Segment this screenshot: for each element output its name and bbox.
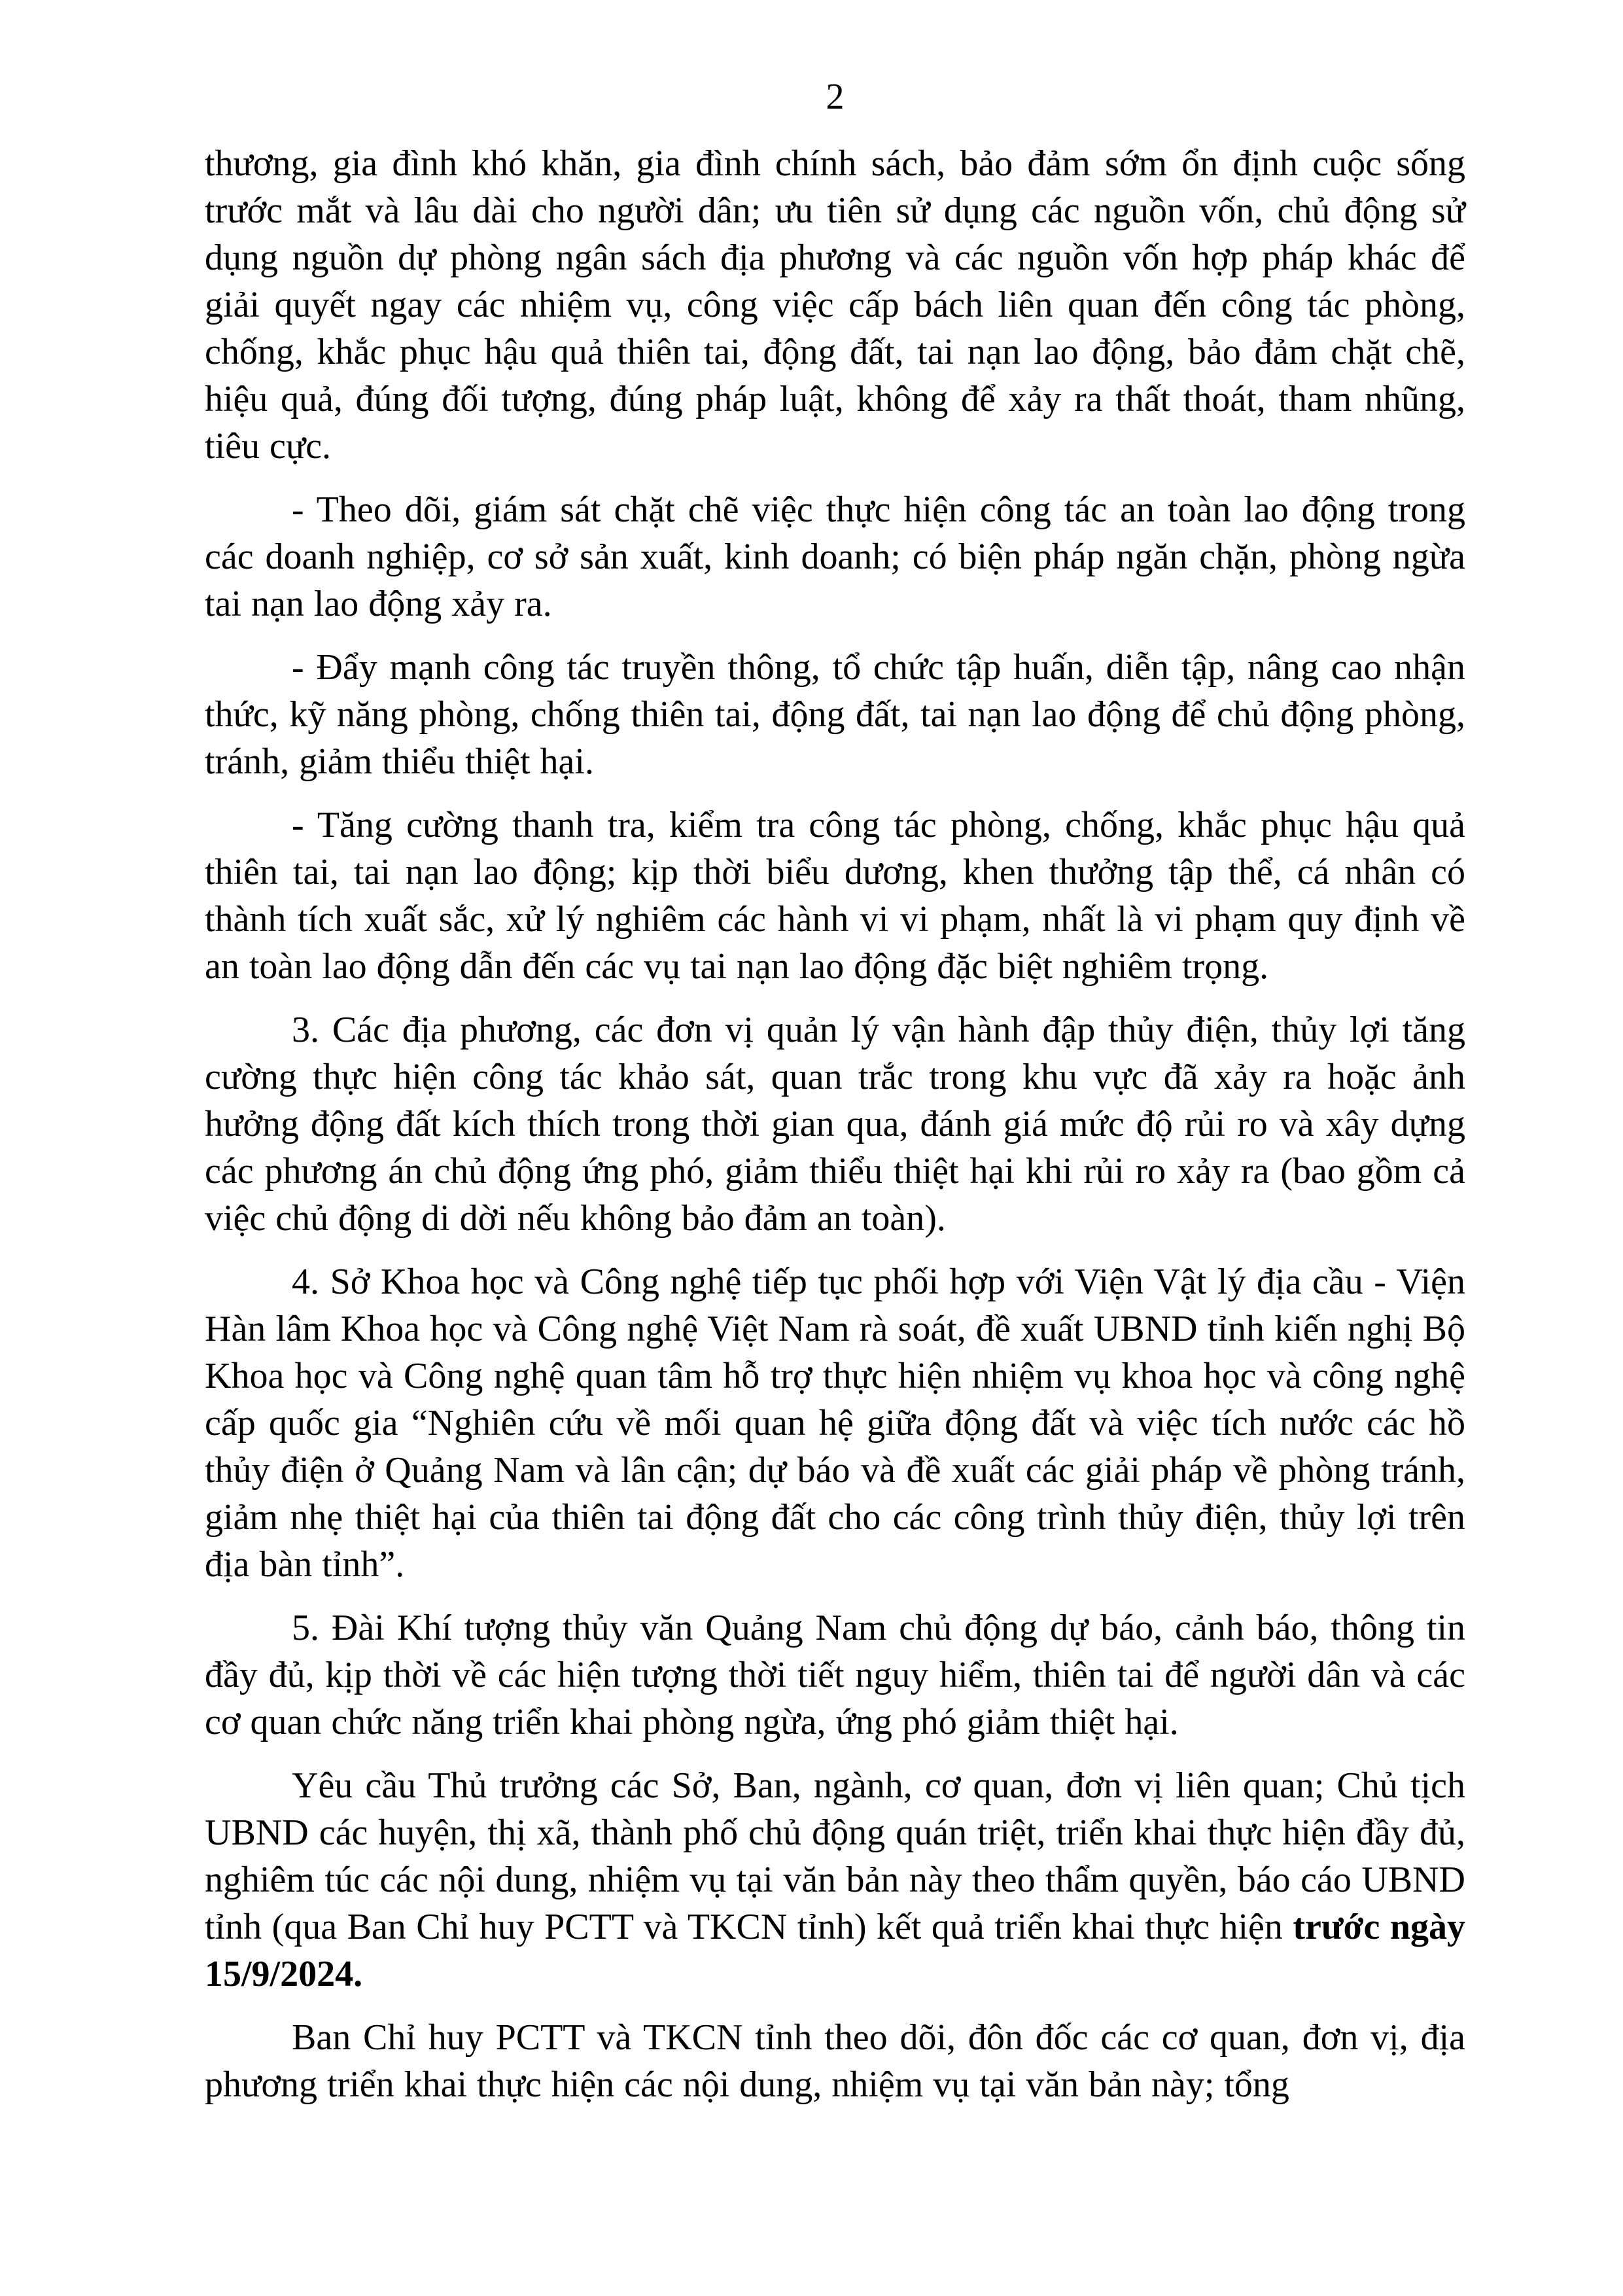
paragraph-closing-request: [205, 1762, 1465, 1998]
paragraph-section-3: 3. Các địa phương, các đơn vị quản lý vận hành đập thủy điện, thủy lợi tăng cường thực hiện công tác khảo sát, quan trắc trong khu vực đã xảy ra hoặc ảnh hưởng động đất kích thích trong thời gian qua, đánh giá mức độ rủi ro và xây dựng các phương án chủ động ứng phó, giảm thiểu thiệt hại khi rủi ro xảy ra (bao gồm cả việc chủ động di dời nếu không bảo đảm an toàn).: [205, 1010, 1465, 1239]
paragraph-section-5: 5. Đài Khí tượng thủy văn Quảng Nam chủ động dự báo, cảnh báo, thông tin đầy đủ, kịp thời về các hiện tượng thời tiết nguy hiểm, thiên tai để người dân và các cơ quan chức năng triển khai phòng ngừa, ứng phó giảm thiệt hại.: [205, 1608, 1465, 1742]
deadline-bold-text: trước ngày 15/9/2024.: [205, 1907, 1466, 1994]
paragraph-closing-monitor: Ban Chỉ huy PCTT và TKCN tỉnh theo dõi, đôn đốc các cơ quan, đơn vị, địa phương triển khai thực hiện các nội dung, nhiệm vụ tại văn bản này; tổng: [205, 2017, 1465, 2105]
paragraph-dash-3: - Tăng cường thanh tra, kiểm tra công tác phòng, chống, khắc phục hậu quả thiên tai, tai nạn lao động; kịp thời biểu dương, khen thưởng tập thể, cá nhân có thành tích xuất sắc, xử lý nghiêm các hành vi vi phạm, nhất là vi phạm quy định về an toàn lao động dẫn đến các vụ tai nạn lao động đặc biệt nghiêm trọng.: [205, 805, 1465, 987]
paragraph-dash-1: - Theo dõi, giám sát chặt chẽ việc thực hiện công tác an toàn lao động trong các doanh nghiệp, cơ sở sản xuất, kinh doanh; có biện pháp ngăn chặn, phòng ngừa tai nạn lao động xảy ra.: [205, 489, 1465, 624]
paragraph-dash-2: - Đẩy mạnh công tác truyền thông, tổ chức tập huấn, diễn tập, nâng cao nhận thức, kỹ năng phòng, chống thiên tai, động đất, tai nạn lao động để chủ động phòng, tránh, giảm thiểu thiệt hại.: [205, 647, 1465, 782]
closing-request-text: Yêu cầu Thủ trưởng các Sở, Ban, ngành, cơ quan, đơn vị liên quan; Chủ tịch UBND các huyện, thị xã, thành phố chủ động quán triệt, triển khai thực hiện đầy đủ, nghiêm túc các nội dung, nhiệm vụ tại văn bản này theo thẩm quyền, báo cáo UBND tỉnh (qua Ban Chỉ huy PCTT và TKCN tỉnh) kết quả triển khai thực hiện: [205, 1765, 1465, 1947]
page-number: 2: [826, 77, 845, 117]
paragraph-section-4: 4. Sở Khoa học và Công nghệ tiếp tục phối hợp với Viện Vật lý địa cầu - Viện Hàn lâm Khoa học và Công nghệ Việt Nam rà soát, đề xuất UBND tỉnh kiến nghị Bộ Khoa học và Công nghệ quan tâm hỗ trợ thực hiện nhiệm vụ khoa học và công nghệ cấp quốc gia “Nghiên cứu về mối quan hệ giữa động đất và việc tích nước các hồ thủy điện ở Quảng Nam và lân cận; dự báo và đề xuất các giải pháp về phòng tránh, giảm nhẹ thiệt hại của thiên tai động đất cho các công trình thủy điện, thủy lợi trên địa bàn tỉnh”.: [205, 1262, 1465, 1585]
paragraph-continuation: thương, gia đình khó khăn, gia đình chính sách, bảo đảm sớm ổn định cuộc sống trước mắt và lâu dài cho người dân; ưu tiên sử dụng các nguồn vốn, chủ động sử dụng nguồn dự phòng ngân sách địa phương và các nguồn vốn hợp pháp khác để giải quyết ngay các nhiệm vụ, công việc cấp bách liên quan đến công tác phòng, chống, khắc phục hậu quả thiên tai, động đất, tai nạn lao động, bảo đảm chặt chẽ, hiệu quả, đúng đối tượng, đúng pháp luật, không để xảy ra thất thoát, tham nhũng, tiêu cực.: [205, 143, 1465, 467]
